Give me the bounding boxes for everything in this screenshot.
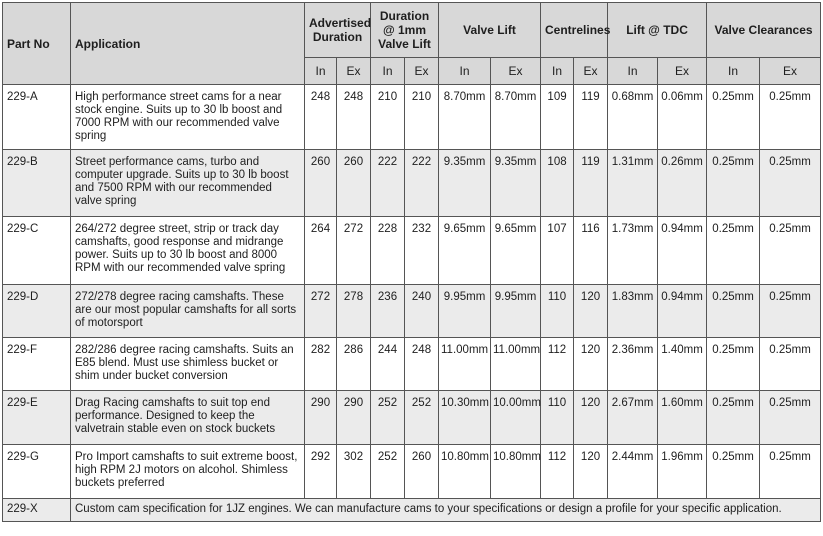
header-row bbox=[3, 3, 821, 58]
application-cell: 282/286 degree racing camshafts. Suits an E85 blend. Must use shimless bucket or shim under bucket conversion bbox=[71, 338, 305, 391]
part-no-cell: 229-G bbox=[3, 445, 71, 499]
lift-tdc-in-cell: 1.83mm bbox=[608, 285, 658, 338]
lift-tdc-ex-cell: 1.96mm bbox=[658, 445, 707, 499]
adv-duration-in-cell: 264 bbox=[305, 217, 337, 285]
application-cell: High performance street cams for a near stock engine. Suits up to 30 lb boost and 7000 RPM with our recommended valve spring bbox=[71, 85, 305, 150]
adv-duration-in-cell: 260 bbox=[305, 150, 337, 217]
duration-1mm-in-cell: 222 bbox=[371, 150, 405, 217]
centreline-ex-cell: 119 bbox=[574, 150, 608, 217]
subheader-in: In bbox=[541, 58, 574, 85]
lift-tdc-ex-cell: 1.40mm bbox=[658, 338, 707, 391]
subheader-in: In bbox=[608, 58, 658, 85]
valve-lift-ex-cell: 10.00mm bbox=[491, 391, 541, 445]
header-valve-clearances: Valve Clearances bbox=[707, 3, 821, 58]
table-row bbox=[3, 338, 821, 391]
centreline-in-cell: 109 bbox=[541, 85, 574, 150]
centreline-ex-cell: 120 bbox=[574, 285, 608, 338]
centreline-in-cell: 110 bbox=[541, 285, 574, 338]
centreline-ex-cell: 120 bbox=[574, 445, 608, 499]
valve-lift-ex-cell: 9.35mm bbox=[491, 150, 541, 217]
clearance-in-cell: 0.25mm bbox=[707, 445, 760, 499]
valve-lift-ex-cell: 9.95mm bbox=[491, 285, 541, 338]
part-no-cell: 229-C bbox=[3, 217, 71, 285]
lift-tdc-in-cell: 2.67mm bbox=[608, 391, 658, 445]
valve-lift-ex-cell: 8.70mm bbox=[491, 85, 541, 150]
clearance-ex-cell: 0.25mm bbox=[760, 338, 821, 391]
application-cell: Drag Racing camshafts to suit top end performance. Designed to keep the valvetrain stable even on stock buckets bbox=[71, 391, 305, 445]
table-row bbox=[3, 217, 821, 285]
duration-1mm-in-cell: 244 bbox=[371, 338, 405, 391]
lift-tdc-ex-cell: 1.60mm bbox=[658, 391, 707, 445]
duration-1mm-ex-cell: 232 bbox=[405, 217, 439, 285]
part-no-cell: 229-D bbox=[3, 285, 71, 338]
clearance-in-cell: 0.25mm bbox=[707, 391, 760, 445]
part-no-cell: 229-B bbox=[3, 150, 71, 217]
subheader-in: In bbox=[305, 58, 337, 85]
adv-duration-in-cell: 282 bbox=[305, 338, 337, 391]
subheader-ex: Ex bbox=[658, 58, 707, 85]
table-row bbox=[3, 285, 821, 338]
duration-1mm-ex-cell: 222 bbox=[405, 150, 439, 217]
table-row bbox=[3, 85, 821, 150]
adv-duration-in-cell: 272 bbox=[305, 285, 337, 338]
adv-duration-ex-cell: 272 bbox=[337, 217, 371, 285]
valve-lift-in-cell: 9.35mm bbox=[439, 150, 491, 217]
clearance-in-cell: 0.25mm bbox=[707, 285, 760, 338]
subheader-ex: Ex bbox=[405, 58, 439, 85]
duration-1mm-ex-cell: 210 bbox=[405, 85, 439, 150]
subheader-ex: Ex bbox=[337, 58, 371, 85]
camshaft-spec-table bbox=[2, 2, 821, 522]
lift-tdc-in-cell: 1.31mm bbox=[608, 150, 658, 217]
valve-lift-in-cell: 11.00mm bbox=[439, 338, 491, 391]
adv-duration-in-cell: 248 bbox=[305, 85, 337, 150]
clearance-in-cell: 0.25mm bbox=[707, 217, 760, 285]
duration-1mm-ex-cell: 240 bbox=[405, 285, 439, 338]
application-cell: Street performance cams, turbo and computer upgrade. Suits up to 30 lb boost and 7500 RPM with our recommended valve spring bbox=[71, 150, 305, 217]
adv-duration-ex-cell: 286 bbox=[337, 338, 371, 391]
header-valve-lift: Valve Lift bbox=[439, 3, 541, 58]
adv-duration-ex-cell: 248 bbox=[337, 85, 371, 150]
lift-tdc-ex-cell: 0.94mm bbox=[658, 217, 707, 285]
subheader-ex: Ex bbox=[574, 58, 608, 85]
custom-description-cell: Custom cam specification for 1JZ engines. We can manufacture cams to your specifications or design a profile for your specific application. bbox=[71, 499, 821, 522]
lift-tdc-ex-cell: 0.06mm bbox=[658, 85, 707, 150]
header-duration-1mm: Duration @ 1mm Valve Lift bbox=[371, 3, 439, 58]
subheader-ex: Ex bbox=[491, 58, 541, 85]
table-row bbox=[3, 445, 821, 499]
application-cell: Pro Import camshafts to suit extreme boost, high RPM 2J motors on alcohol. Shimless buckets preferred bbox=[71, 445, 305, 499]
subheader-ex: Ex bbox=[760, 58, 821, 85]
duration-1mm-in-cell: 210 bbox=[371, 85, 405, 150]
subheader-in: In bbox=[707, 58, 760, 85]
centreline-in-cell: 108 bbox=[541, 150, 574, 217]
clearance-ex-cell: 0.25mm bbox=[760, 391, 821, 445]
part-no-cell: 229-A bbox=[3, 85, 71, 150]
adv-duration-in-cell: 292 bbox=[305, 445, 337, 499]
centreline-in-cell: 110 bbox=[541, 391, 574, 445]
header-centrelines: Centrelines bbox=[541, 3, 608, 58]
part-no-cell: 229-F bbox=[3, 338, 71, 391]
centreline-ex-cell: 119 bbox=[574, 85, 608, 150]
custom-row bbox=[3, 499, 821, 522]
header-lift-tdc: Lift @ TDC bbox=[608, 3, 707, 58]
valve-lift-ex-cell: 10.80mm bbox=[491, 445, 541, 499]
subheader-in: In bbox=[439, 58, 491, 85]
clearance-ex-cell: 0.25mm bbox=[760, 285, 821, 338]
valve-lift-in-cell: 10.30mm bbox=[439, 391, 491, 445]
subheader-in: In bbox=[371, 58, 405, 85]
lift-tdc-in-cell: 2.36mm bbox=[608, 338, 658, 391]
duration-1mm-ex-cell: 248 bbox=[405, 338, 439, 391]
lift-tdc-in-cell: 0.68mm bbox=[608, 85, 658, 150]
clearance-ex-cell: 0.25mm bbox=[760, 150, 821, 217]
clearance-ex-cell: 0.25mm bbox=[760, 445, 821, 499]
centreline-in-cell: 112 bbox=[541, 445, 574, 499]
lift-tdc-in-cell: 1.73mm bbox=[608, 217, 658, 285]
duration-1mm-in-cell: 228 bbox=[371, 217, 405, 285]
centreline-in-cell: 112 bbox=[541, 338, 574, 391]
duration-1mm-ex-cell: 252 bbox=[405, 391, 439, 445]
duration-1mm-ex-cell: 260 bbox=[405, 445, 439, 499]
valve-lift-in-cell: 9.65mm bbox=[439, 217, 491, 285]
application-cell: 272/278 degree racing camshafts. These are our most popular camshafts for all sorts of motorsport bbox=[71, 285, 305, 338]
duration-1mm-in-cell: 236 bbox=[371, 285, 405, 338]
centreline-ex-cell: 116 bbox=[574, 217, 608, 285]
centreline-in-cell: 107 bbox=[541, 217, 574, 285]
adv-duration-ex-cell: 260 bbox=[337, 150, 371, 217]
centreline-ex-cell: 120 bbox=[574, 391, 608, 445]
lift-tdc-in-cell: 2.44mm bbox=[608, 445, 658, 499]
adv-duration-ex-cell: 302 bbox=[337, 445, 371, 499]
lift-tdc-ex-cell: 0.94mm bbox=[658, 285, 707, 338]
valve-lift-in-cell: 10.80mm bbox=[439, 445, 491, 499]
clearance-ex-cell: 0.25mm bbox=[760, 217, 821, 285]
header-application: Application bbox=[71, 3, 305, 85]
application-cell: 264/272 degree street, strip or track day camshafts, good response and midrange power. Suits up to 30 lb boost and 8000 RPM with our recommended valve spring bbox=[71, 217, 305, 285]
valve-lift-ex-cell: 9.65mm bbox=[491, 217, 541, 285]
clearance-in-cell: 0.25mm bbox=[707, 85, 760, 150]
part-no-cell: 229-X bbox=[3, 499, 71, 522]
lift-tdc-ex-cell: 0.26mm bbox=[658, 150, 707, 217]
valve-lift-in-cell: 9.95mm bbox=[439, 285, 491, 338]
header-advertised-duration: Advertised Duration bbox=[305, 3, 371, 58]
clearance-ex-cell: 0.25mm bbox=[760, 85, 821, 150]
centreline-ex-cell: 120 bbox=[574, 338, 608, 391]
table-row bbox=[3, 150, 821, 217]
clearance-in-cell: 0.25mm bbox=[707, 150, 760, 217]
duration-1mm-in-cell: 252 bbox=[371, 391, 405, 445]
clearance-in-cell: 0.25mm bbox=[707, 338, 760, 391]
adv-duration-ex-cell: 290 bbox=[337, 391, 371, 445]
valve-lift-in-cell: 8.70mm bbox=[439, 85, 491, 150]
adv-duration-in-cell: 290 bbox=[305, 391, 337, 445]
table-row bbox=[3, 391, 821, 445]
valve-lift-ex-cell: 11.00mm bbox=[491, 338, 541, 391]
adv-duration-ex-cell: 278 bbox=[337, 285, 371, 338]
duration-1mm-in-cell: 252 bbox=[371, 445, 405, 499]
part-no-cell: 229-E bbox=[3, 391, 71, 445]
header-part-no: Part No bbox=[3, 3, 71, 85]
